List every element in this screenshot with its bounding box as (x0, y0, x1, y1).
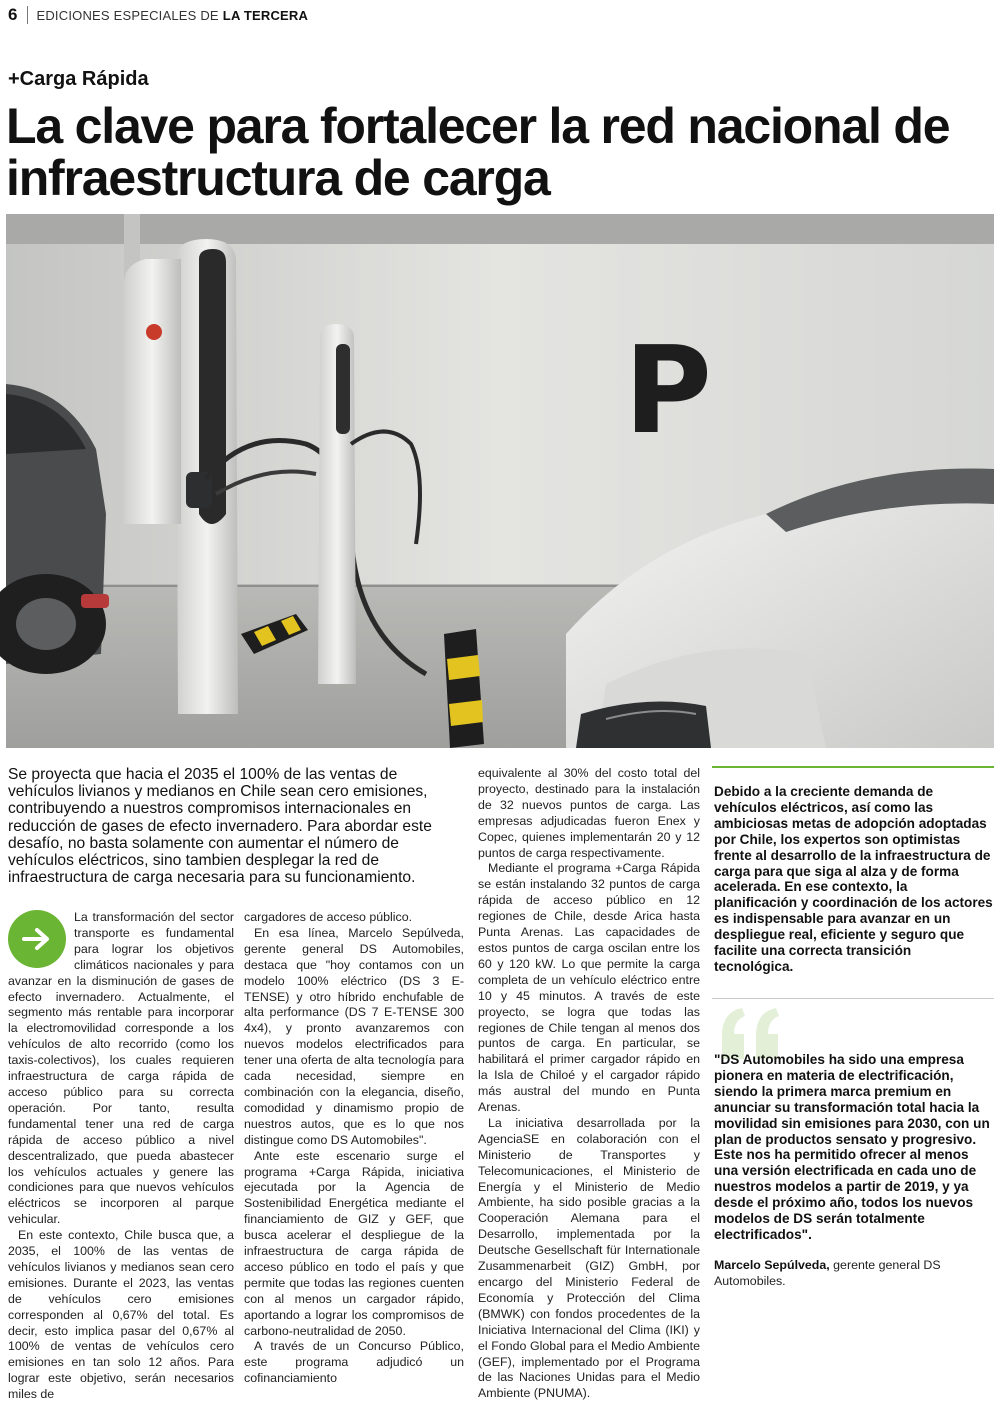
paragraph: En este contexto, Chile busca que, a 2035, el 100% de las ventas de vehículos livianos y medianos sean cero emisiones. Durante el 2023, las ventas de vehículos cero emisiones corresponden al 0,67% del total. Es decir, esto implica pasar del 0,67% al 100% de ventas de vehículos cero emisiones en tan solo 12 años. Para lograr este objetivo, serán necesarios miles de (8, 1228, 234, 1402)
article-headline: La clave para fortalecer la red nacional de infraestructura de carga (6, 98, 950, 206)
sidebar-highlight: Debido a la creciente demanda de vehículos eléctricos, así como las ambiciosas metas de adopción adoptadas por Chile, los expertos son optimistas frente al desarrollo de la infraestructura de carga para que siga al alza y de forma acelerada. En ese contexto, la planificación y coordinación de los actores es indispensable para avanzar en un despliegue real, eficiente y seguro que facilite una correcta transición tecnológica. (714, 784, 993, 974)
article-column-1 (8, 910, 234, 1403)
header-divider (27, 6, 28, 24)
paragraph: Mediante el programa +Carga Rápida se están instalando 32 puntos de carga rápida de acceso público en 12 regiones de Chile, desde Arica hasta Punta Arenas. Las capacidades de estos puntos de carga oscilan entre los 60 y 120 kW. Lo que permite la carga completa de un vehículo eléctrico entre 10 y 45 minutos. A través de este proyecto, se logra que todas las regiones de Chile tengan al menos dos puntos de carga. En particular, se habilitará el primer cargador rápido en la Isla de Chiloé y el cargador rápido más austral del mundo en Punta Arenas. (478, 861, 700, 1115)
quote-author-role: gerente general DS Automobiles. (714, 1258, 941, 1288)
article-column-2 (244, 910, 464, 1387)
sidebar-top-rule (712, 766, 994, 768)
header-brand: LA TERCERA (222, 7, 309, 23)
page-header (8, 4, 308, 26)
paragraph: La iniciativa desarrollada por la AgenciaSE en colaboración con el Ministerio de Transportes y Telecomunicaciones, el Ministerio de Energía y el Ministerio de Medio Ambiente, ha sido posible gracias a la Cooperación Alemana para el Desarrollo, implementada por la Deutsche Gesellschaft für Internationale Zusammenarbeit (GIZ) GmbH, por encargo del Ministerio Federal de Economía y Protección del Clima (BMWK) con fondos procedentes de la Iniciativa Internacional del Clima (IKI) y el Fondo Global para el Medio Ambiente (GEF), implementado por el Programa de las Naciones Unidas para el Medio Ambiente (PNUMA). (478, 1115, 700, 1401)
header-section (36, 8, 308, 23)
ev-charging-station-photo (6, 214, 994, 748)
quote-author-name: Marcelo Sepúlveda, (714, 1258, 830, 1272)
arrow-right-icon (8, 910, 66, 968)
paragraph: La transformación del sector transporte es fundamental para lograr los objetivos climáticos nacionales y para avanzar en la disminución de gases de efecto invernadero. Actualmente, el segmento más rentable para incorporar la electromovilidad corresponde a los vehículos de alto recorrido (como los taxis-colectivos), los cuales requieren infraestructura de carga rápida de acceso público para su correcta operación. Por tanto, resulta fundamental tener una red de carga rápida de acceso público a nivel descentralizado, que pueda abastecer los vehículos actuales y genere las condiciones para que nuevos vehículos eléctricos se incorporen al parque vehicular. (8, 910, 234, 1227)
parking-sign: P (624, 322, 712, 461)
header-section-label: EDICIONES ESPECIALES DE (36, 7, 219, 23)
paragraph: equivalente al 30% del costo total del proyecto, destinado para la instalación de 32 nuevos puntos de carga. Las empresas adjudicadas fueron Enex y Copec, quienes implementarán 20 y 12 puntos de carga respectivamente. (478, 766, 700, 860)
paragraph: A través de un Concurso Público, este programa adjudicó un cofinanciamiento (244, 1339, 464, 1386)
paragraph: En esa línea, Marcelo Sepúlveda, gerente general DS Automobiles, destaca que "hoy contamos con un modelo 100% eléctrico (DS 3 E-TENSE) y otro híbrido enchufable de alta performance (DS 7 E-TENSE 300 4x4), y pronto avanzaremos con nuevos modelos electrificados para tener una oferta de alta tecnología para cada necesidad, siempre en combinación con la elegancia, diseño, comodidad y dinamismo propio de nuestros autos, que es lo que nos distingue como DS Automobiles". (244, 925, 464, 1147)
quote-author (714, 1258, 994, 1290)
page-number: 6 (8, 5, 18, 24)
paragraph: Ante este escenario surge el programa +Carga Rápida, iniciativa ejecutada por la Agencia de Sostenibilidad Energética mediante el financiamiento de GIZ y GEF, que busca acelerar el despliegue de la infraestructura de carga rápida de acceso público en todo el país y que permite que todas las regiones cuenten con al menos un cargador rápido, aportando a lograr los compromisos de carbono-neutralidad de 2050. (244, 1148, 464, 1338)
article-lead: Se proyecta que hacia el 2035 el 100% de las ventas de vehículos livianos y medianos en Chile sean cero emisiones, contribuyendo a nuestros compromisos internacionales en reducción de gases de efecto invernadero. Para abordar este desafío, no basta solamente con aumentar el número de vehículos eléctricos, sino tambien desplegar la red de infraestructura de carga necesaria para su funcionamiento. (8, 766, 432, 887)
article-kicker: +Carga Rápida (8, 68, 149, 90)
article-column-3 (478, 766, 700, 1402)
sidebar-divider (712, 998, 994, 999)
paragraph: cargadores de acceso público. (244, 910, 413, 924)
pull-quote: "DS Automobiles ha sido una empresa pionera en materia de electrificación, siendo la primera marca premium en anunciar su transformación total hacia la movilidad sin emisiones para 2030, con un plan de productos sensato y progresivo. Este nos ha permitido ofrecer al menos una versión electrificada en cada uno de nuestros modelos a partir de 2019, y ya desde el próximo año, todos los nuevos modelos de DS serán totalmente electrificados". (714, 1052, 990, 1242)
